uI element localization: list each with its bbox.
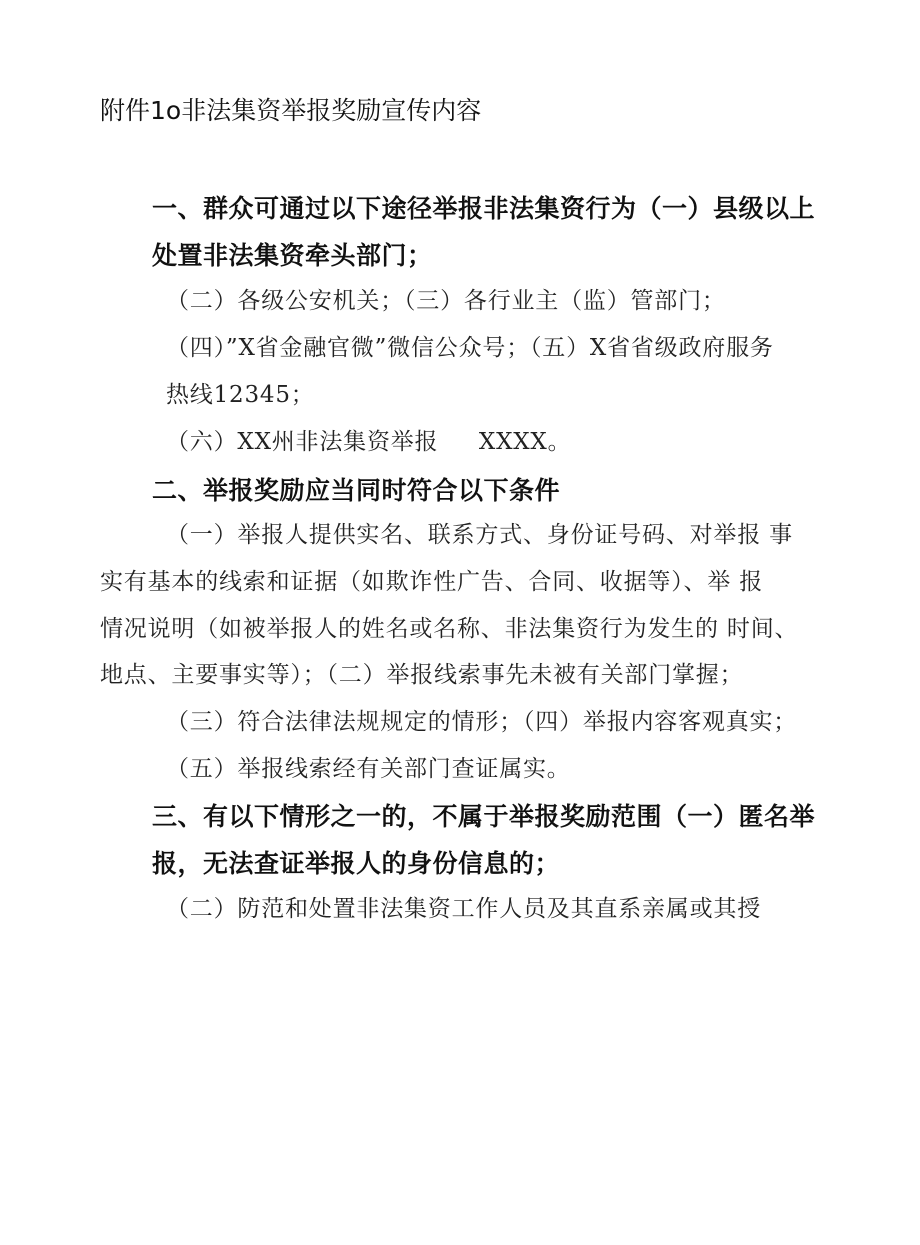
paragraph-line: 地点、主要事实等）；（二）举报线索事先未被有关部门掌握； [100,662,744,688]
section-heading-2: 二、举报奖励应当同时符合以下条件 [152,476,561,505]
paragraph-line: 热线12345； [166,382,315,408]
section-heading-3: 三、有以下情形之一的，不属于举报奖励范围（一）匿名举 [152,802,816,831]
section-heading-3-cont: 报，无法查证举报人的身份信息的； [152,849,561,878]
document-title: 附件1o非法集资举报奖励宣传内容 [100,96,482,125]
section-heading-1: 一、群众可通过以下途径举报非法集资行为（一）县级以上 [152,194,816,223]
paragraph-line: （一）举报人提供实名、联系方式、身份证号码、对举报 事 [166,522,793,548]
paragraph-line: 情况说明（如被举报人的姓名或名称、非法集资行为发生的 时间、 [100,616,799,642]
paragraph-line: （六）XX州非法集资举报 XXXX。 [166,429,572,455]
paragraph-line: （五）举报线索经有关部门查证属实。 [166,756,571,782]
section-heading-1-cont: 处置非法集资牵头部门； [152,241,433,270]
paragraph-line: （二）防范和处置非法集资工作人员及其直系亲属或其授 [166,896,761,922]
paragraph-line: 实有基本的线索和证据（如欺诈性广告、合同、收据等）、举 报 [100,569,764,595]
paragraph-line: （二）各级公安机关；（三）各行业主（监）管部门； [166,288,726,314]
paragraph-line: （四）”X省金融官微”微信公众号；（五）X省省级政府服务 [166,335,774,361]
paragraph-line: （三）符合法律法规规定的情形；（四）举报内容客观真实； [166,709,798,735]
